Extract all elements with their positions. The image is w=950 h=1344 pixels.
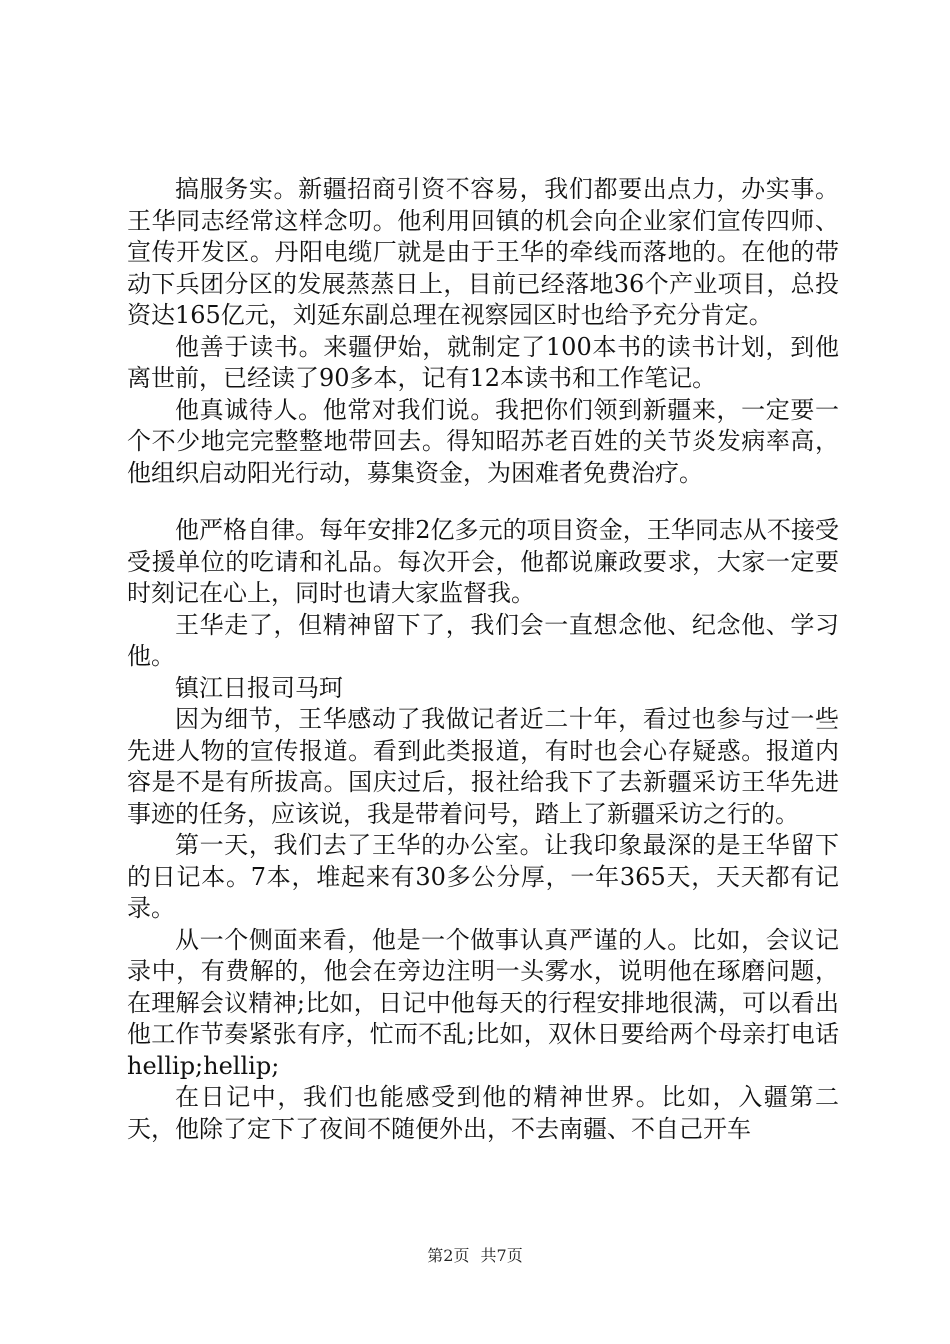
paragraph-sincerity: 他真诚待人。他常对我们说。我把你们领到新疆来，一定要一个不少地完完整整地带回去。得知昭苏老百姓的关节炎发病率高，他组织启动阳光行动，募集资金，为困难者免费治疗。: [127, 395, 839, 487]
paragraph-diaries: 第一天，我们去了王华的办公室。让我印象最深的是王华留下的日记本。7本，堆起来有30多公分厚，一年365天，天天都有记录。: [127, 831, 839, 922]
page-number: 第2页: [427, 1246, 470, 1265]
paragraph-rigor: 从一个侧面来看，他是一个做事认真严谨的人。比如，会议记录中，有费解的，他会在旁边注明一头雾水，说明他在琢磨问题，在理解会议精神;比如，日记中他每天的行程安排地很满，可以看出他工作节奏紧张有序，忙而不乱;比如，双休日要给两个母亲打电话hellip;hellip;: [127, 925, 839, 1080]
page-total: 共7页: [480, 1246, 523, 1265]
paragraph-reading: 他善于读书。来疆伊始，就制定了100本书的读书计划，到他离世前，已经读了90多本，记有12本读书和工作笔记。: [127, 332, 839, 392]
paragraph-details: 因为细节，王华感动了我做记者近二十年，看过也参与过一些先进人物的宣传报道。看到此类报道，有时也会心存疑惑。报道内容是不是有所拔高。国庆过后，报社给我下了去新疆采访王华先进事迹的任务，应该说，我是带着问号，踏上了新疆采访之行的。: [127, 705, 839, 828]
paragraph-spirit: 王华走了，但精神留下了，我们会一直想念他、纪念他、学习他。: [127, 610, 839, 670]
page-footer: [0, 1243, 950, 1266]
byline-author: 镇江日报司马珂: [175, 673, 343, 702]
paragraph-service: 搞服务实。新疆招商引资不容易，我们都要出点力，办实事。王华同志经常这样念叨。他利用回镇的机会向企业家们宣传四师、宣传开发区。丹阳电缆厂就是由于王华的牵线而落地的。在他的带动下兵团分区的发展蒸蒸日上，目前已经落地36个产业项目，总投资达165亿元，刘延东副总理在视察园区时也给予充分肯定。: [127, 175, 839, 329]
paragraph-inner-world: 在日记中，我们也能感受到他的精神世界。比如，入疆第二天，他除了定下了夜间不随便外出，不去南疆、不自己开车: [127, 1083, 839, 1143]
document-body: [127, 174, 839, 1145]
paragraph-self-discipline: 他严格自律。每年安排2亿多元的项目资金，王华同志从不接受受援单位的吃请和礼品。每次开会，他都说廉政要求，大家一定要时刻记在心上，同时也请大家监督我。: [127, 516, 839, 607]
